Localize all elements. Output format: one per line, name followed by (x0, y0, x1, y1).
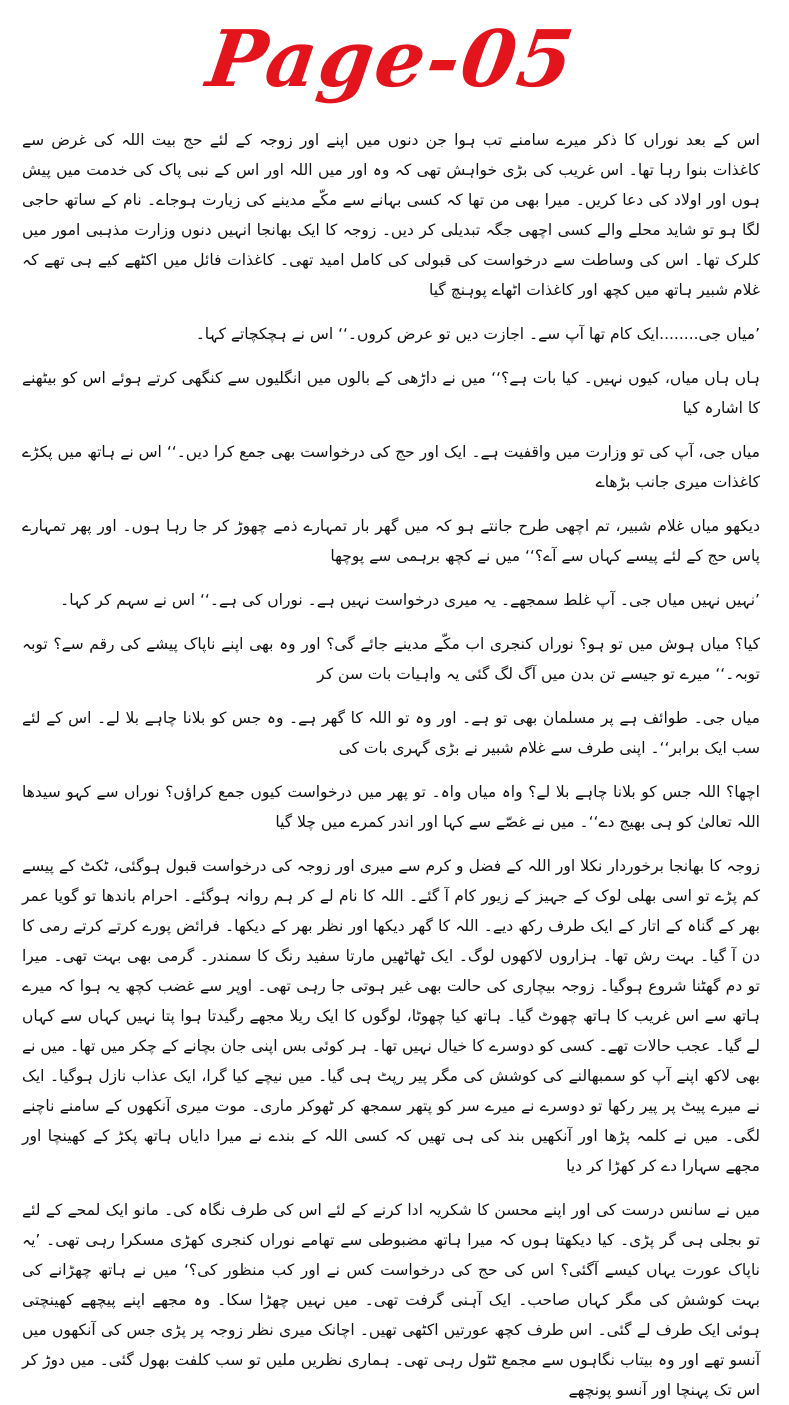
paragraph-6: ’نہیں نہیں میاں جی۔ آپ غلط سمجھے۔ یہ میری درخواست نہیں ہے۔ نوراں کی ہے۔‘‘ اس نے سہم کر کہا۔ (60, 591, 760, 609)
paragraph-5: دیکھو میاں غلام شبیر، تم اچھی طرح جانتے ہو کہ میں گھر بار تمہارے ذمے چھوڑ کر جا رہا ہوں۔ اور پھر تمہارے پاس حج کے لئے پیسے کہاں سے آے؟‘‘ میں نے کچھ برہمی سے پوچھا (22, 517, 760, 565)
paragraph-2: ’میاں جی........ایک کام تھا آپ سے۔ اجازت دیں تو عرض کروں۔‘‘ اس نے ہچکچاتے کہا۔ (195, 325, 760, 343)
page-title: Page-05 (201, 14, 581, 105)
paragraph-8: میاں جی۔ طوائف ہے پر مسلمان بھی تو ہے۔ اور وہ تو اللہ کا گھر ہے۔ وہ جس کو بلانا چاہے بلا لے۔ اس کے لئے سب ایک برابر‘‘۔ اپنی طرف سے غلام شبیر نے بڑی گہری بات کی (22, 709, 760, 757)
paragraph-10: زوجہ کا بھانجا برخوردار نکلا اور اللہ کے فضل و کرم سے میری اور زوجہ کی درخواست قبول ہوگئی، ٹکٹ کے پیسے کم پڑے تو اسی بھلی لوک کے جہیز کے زیور کام آ گئے۔ اللہ کا نام لے کر ہم روانہ ہوگئے۔ احرام باندھا تو گویا عمر بھر کے گناہ کے اتار کے ایک طرف رکھ دیے۔ اللہ کا گھر دیکھا اور نظر بھر کے دیکھا۔ فرائض پورے کرتے کرتے رمی کا دن آ گیا۔ بہت رش تھا۔ ہزاروں لاکھوں لوگ۔ ایک ٹھاٹھیں مارتا سفید رنگ کا سمندر۔ گرمی بھی بہت تھی۔ میرا تو دم گھٹنا شروع ہوگیا۔ زوجہ بیچاری کی حالت بھی غیر ہوتی جا رہی تھی۔ اوپر سے غضب کچھ یہ ہوا کہ میرے ہاتھ سے اس غریب کا ہاتھ چھوٹ گیا۔ ہاتھ کیا چھوٹا، لوگوں کا ایک ریلا مجھے رگیدتا ہوا پتا نہیں کہاں سے کہاں لے گیا۔ عجب حالات تھے۔ کسی کو دوسرے کا خیال نہیں تھا۔ ہر کوئی بس اپنی جان بچانے کے چکر میں تھا۔ میں نے بھی لاکھ اپنے آپ کو سمبھالنے کی کوشش کی مگر پیر رپٹ ہی گیا۔ میں نیچے کیا گرا، ایک عذاب نازل ہوگیا۔ ایک نے میرے پیٹ پر پیر رکھا تو دوسرے نے میرے سر کو پتھر سمجھ کر ٹھوکر ماری۔ موت میری آنکھوں کے سامنے ناچنے لگی۔ میں نے کلمہ پڑھا اور آنکھیں بند کی ہی تھیں کہ کسی اللہ کے بندے نے میرا دایاں ہاتھ پکڑ کے کھینچا اور مجھے سہارا دے کر کھڑا کر دیا (22, 857, 760, 1175)
paragraph-7: کیا؟ میاں ہوش میں تو ہو؟ نوراں کنجری اب مکّے مدینے جائے گی؟ اور وہ بھی اپنے ناپاک پیشے کی رقم سے؟ توبہ توبہ۔‘‘ میرے تو جیسے تن بدن میں آگ لگ گئی یہ واہیات بات سن کر (22, 635, 760, 683)
paragraph-9: اچھا؟ اللہ جس کو بلانا چاہے بلا لے؟ واہ میاں واہ۔ تو پھر میں درخواست کیوں جمع کراؤں؟ نوراں سے کہو سیدھا اللہ تعالیٰ کو ہی بھیج دے‘‘۔ میں نے غصّے سے کہا اور اندر کمرے میں چلا گیا (22, 783, 760, 831)
article-body (22, 125, 760, 1399)
paragraph-4: میاں جی، آپ کی تو وزارت میں واقفیت ہے۔ ایک اور حج کی درخواست بھی جمع کرا دیں۔‘‘ اس نے ہاتھ میں پکڑے کاغذات میری جانب بڑھاے (22, 443, 760, 491)
paragraph-3: ہاں ہاں میاں، کیوں نہیں۔ کیا بات ہے؟‘‘ میں نے داڑھی کے بالوں میں انگلیوں سے کنگھی کرتے ہوئے اس کو بیٹھنے کا اشارہ کیا (22, 369, 760, 417)
paragraph-11: میں نے سانس درست کی اور اپنے محسن کا شکریہ ادا کرنے کے لئے اس کی طرف نگاہ کی۔ مانو ایک لمحے کے لئے تو بجلی ہی گر پڑی۔ کیا دیکھتا ہوں کہ میرا ہاتھ مضبوطی سے تھامے نوراں کنجری کھڑی مسکرا رہی تھی۔ ’یہ ناپاک عورت یہاں کیسے آگئی؟ اس کی حج کی درخواست کس نے اور کب منظور کی؟‘ میں نے ہاتھ چھڑانے کی بہت کوشش کی مگر کہاں صاحب۔ ایک آہنی گرفت تھی۔ میں نہیں چھڑا سکا۔ وہ مجھے اپنے پیچھے کھینچتی ہوئی ایک طرف لے گئی۔ اس طرف کچھ عورتیں اکٹھی تھیں۔ اچانک میری نظر زوجہ پر پڑی جس کی آنکھوں میں آنسو تھے اور وہ بیتاب نگاہوں سے مجمع ٹٹول رہی تھی۔ ہماری نظریں ملیں تو سب کلفت بھول گئی۔ میں دوڑ کر اس تک پہنچا اور آنسو پونچھے (22, 1201, 760, 1399)
paragraph-1: اس کے بعد نوراں کا ذکر میرے سامنے تب ہوا جن دنوں میں اپنے اور زوجہ کے لئے حج بیت اللہ کی غرض سے کاغذات بنوا رہا تھا۔ اس غریب کی بڑی خواہش تھی کہ وہ اور میں اللہ اور اس کے نبی پاک کی خدمت میں پیش ہوں اور اولاد کی دعا کریں۔ میرا بھی من تھا کہ کسی بہانے سے مکّے مدینے کی زیارت ہوجاے۔ نام کے ساتھ حاجی لگا ہو تو شاید محلے والے کسی اچھی جگہ تبدیلی کر دیں۔ زوجہ کا ایک بھانجا انہیں دنوں وزارت مذہبی امور میں کلرک تھا۔ اس کی وساطت سے درخواست کی قبولی کی کامل امید تھی۔ کاغذات فائل میں اکٹھے کیے ہی تھے کہ غلام شبیر ہاتھ میں کچھ اور کاغذات اٹھاے پوہنچ گیا (22, 131, 760, 299)
